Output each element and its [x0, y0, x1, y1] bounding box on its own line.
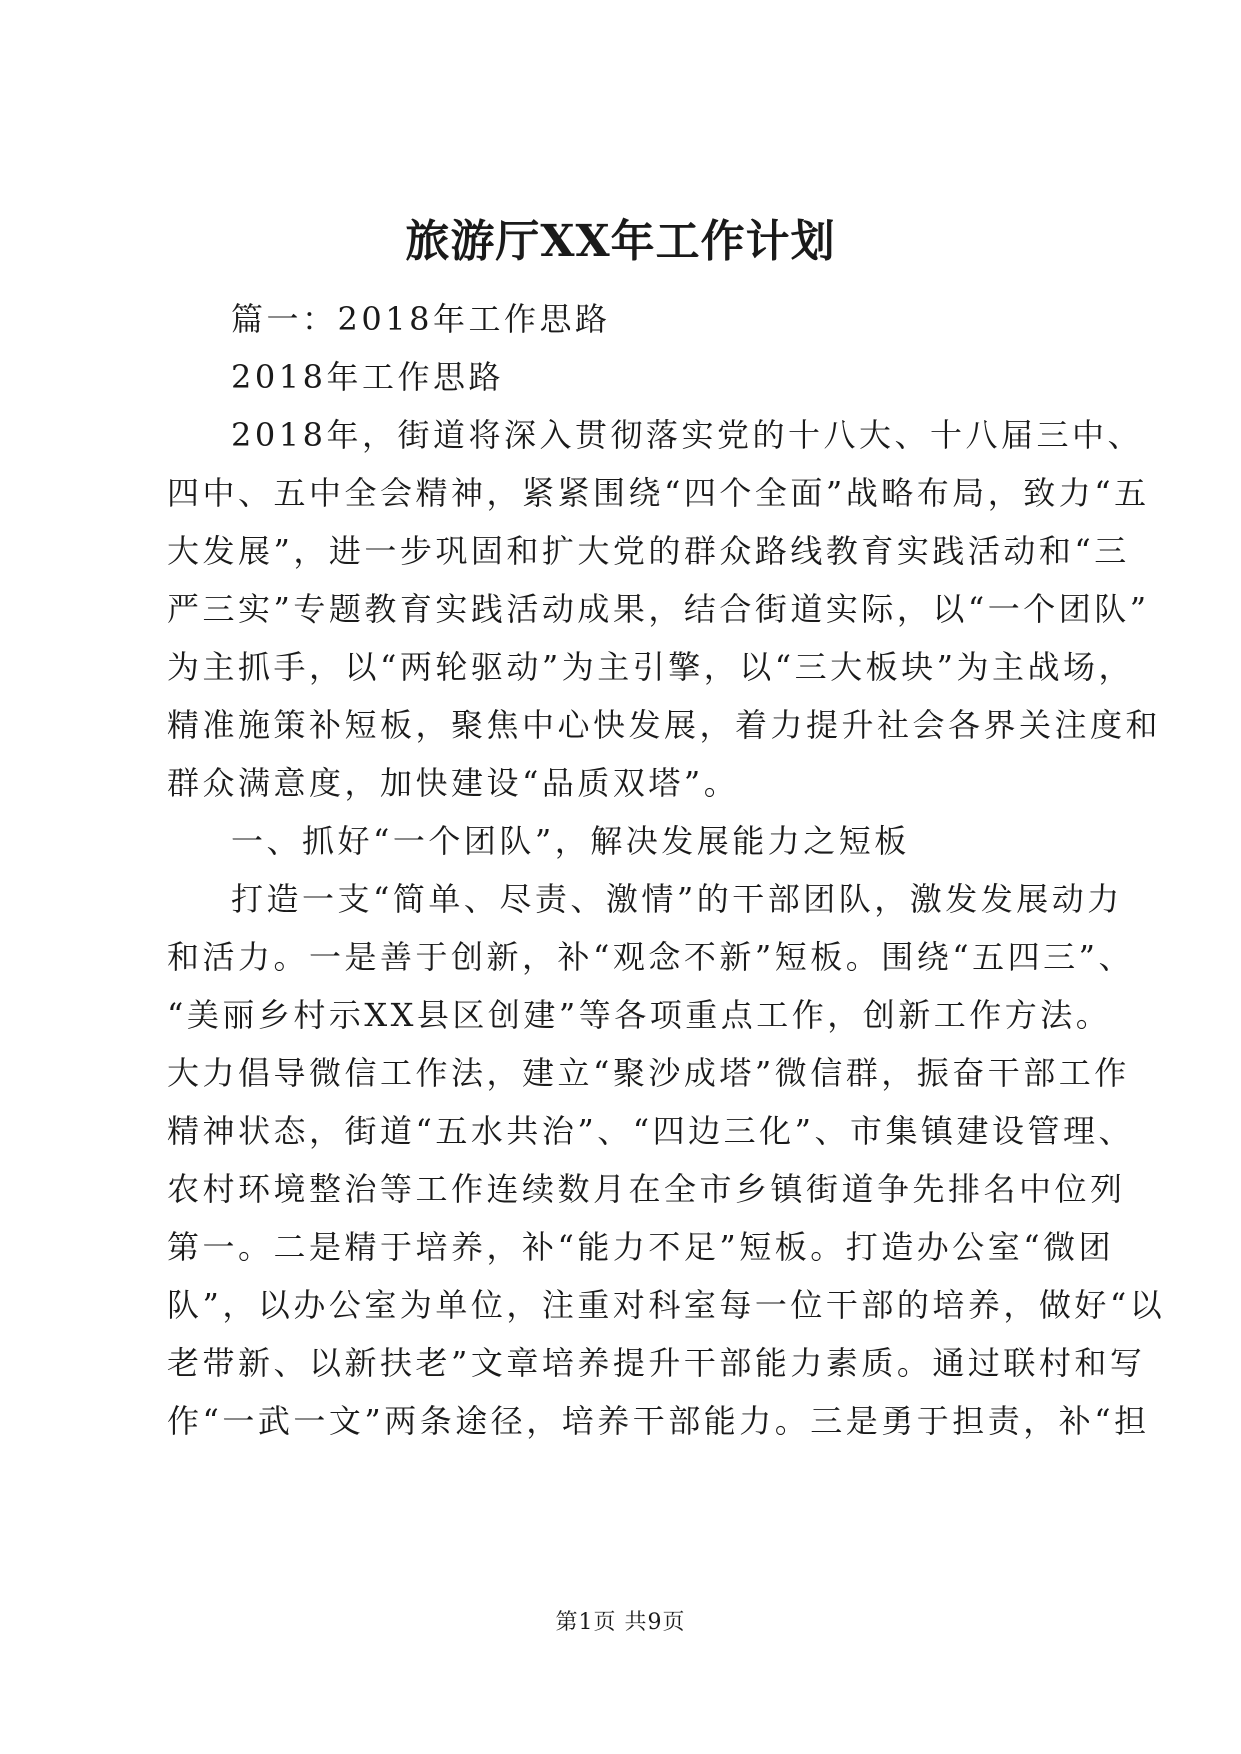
- body-line: 精准施策补短板，聚焦中心快发展，着力提升社会各界关注度和: [167, 706, 1162, 744]
- body-line: 农村环境整治等工作连续数月在全市乡镇街道争先排名中位列: [167, 1170, 1126, 1208]
- body-line: 为主抓手，以“两轮驱动”为主引擎，以“三大板块”为主战场，: [167, 648, 1134, 686]
- body-line: 群众满意度，加快建设“品质双塔”。: [167, 764, 740, 802]
- body-line: 队”，以办公室为单位，注重对科室每一位干部的培养，做好“以: [167, 1286, 1166, 1324]
- body-line: 和活力。一是善于创新，补“观念不新”短板。围绕“五四三”、: [167, 938, 1134, 976]
- body-line: 作“一武一文”两条途径，培养干部能力。三是勇于担责，补“担: [167, 1402, 1150, 1440]
- body-line: 严三实”专题教育实践活动成果，结合街道实际，以“一个团队”: [167, 590, 1150, 628]
- body-line: 大发展”，进一步巩固和扩大党的群众路线教育实践活动和“三: [167, 532, 1130, 570]
- document-body: [167, 290, 1166, 1450]
- body-line: 打造一支“简单、尽责、激情”的干部团队，激发发展动力: [231, 880, 1123, 918]
- page-footer: 第1页 共9页: [555, 1610, 686, 1635]
- body-line: 2018年，街道将深入贯彻落实党的十八大、十八届三中、: [231, 416, 1143, 454]
- body-line: 大力倡导微信工作法，建立“聚沙成塔”微信群，振奋干部工作: [167, 1054, 1130, 1092]
- document-title: 旅游厅XX年工作计划: [405, 216, 836, 267]
- body-line: 老带新、以新扶老”文章培养提升干部能力素质。通过联村和写: [167, 1344, 1146, 1382]
- body-line: 精神状态，街道“五水共治”、“四边三化”、市集镇建设管理、: [167, 1112, 1134, 1150]
- body-line: 2018年工作思路: [231, 358, 504, 396]
- body-line: 第一。二是精于培养，补“能力不足”短板。打造办公室“微团: [167, 1228, 1115, 1266]
- body-line: 一、抓好“一个团队”，解决发展能力之短板: [231, 822, 910, 860]
- body-line: 四中、五中全会精神，紧紧围绕“四个全面”战略布局，致力“五: [167, 474, 1150, 512]
- body-line: 篇一：2018年工作思路: [231, 300, 611, 338]
- body-line: “美丽乡村示XX县区创建”等各项重点工作，创新工作方法。: [167, 996, 1112, 1034]
